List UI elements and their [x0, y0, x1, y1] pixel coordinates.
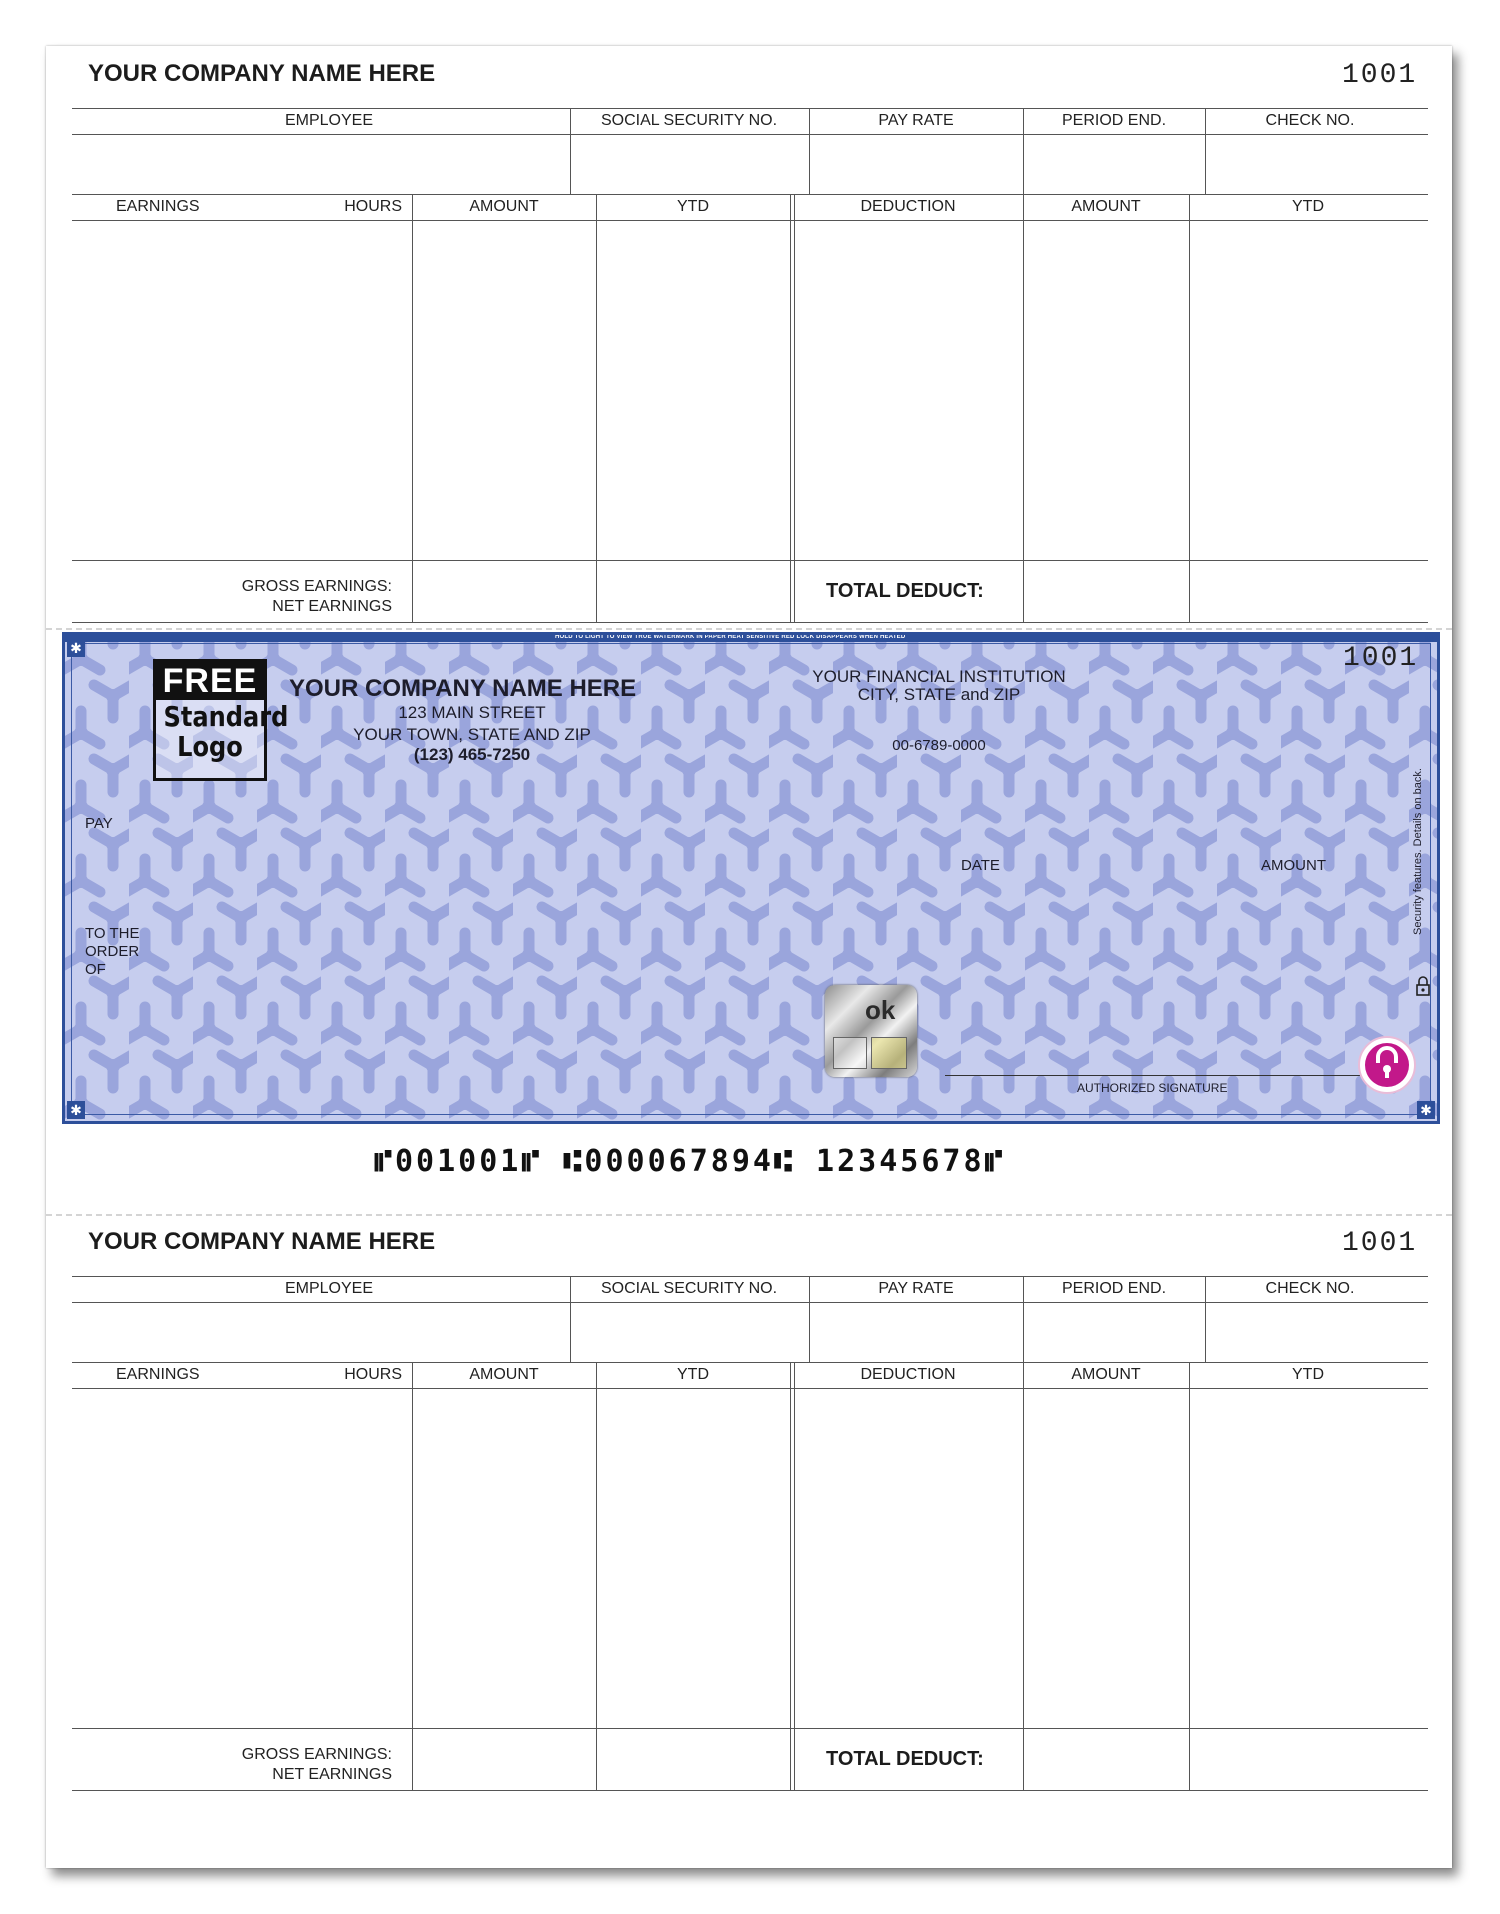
date-label: DATE: [961, 857, 1000, 874]
rule: [412, 1362, 413, 1790]
deduction-ytd-header: YTD: [1292, 1366, 1324, 1383]
stub-company-name: YOUR COMPANY NAME HERE: [88, 1228, 436, 1255]
rule: [72, 134, 1428, 135]
rule: [809, 1276, 810, 1362]
logo-free-text: FREE: [156, 662, 264, 700]
stub-company-name: YOUR COMPANY NAME HERE: [88, 60, 436, 87]
employee-header: EMPLOYEE: [284, 1280, 374, 1297]
period-end-header: PERIOD END.: [1061, 1280, 1167, 1297]
rule: [72, 1790, 1428, 1791]
rule: [790, 1362, 791, 1790]
bank-name: YOUR FINANCIAL INSTITUTION: [812, 667, 1066, 686]
company-address-2: YOUR TOWN, STATE AND ZIP: [353, 725, 591, 744]
routing-fraction: 00-6789-0000: [892, 737, 986, 754]
rule: [794, 194, 795, 622]
earnings-header: EARNINGS: [116, 198, 200, 215]
order-label-1: TO THE: [85, 925, 140, 942]
earnings-header: EARNINGS: [116, 1366, 200, 1383]
signature-line: [945, 1075, 1365, 1076]
rule: [809, 108, 810, 194]
order-label-3: OF: [85, 961, 106, 978]
rule: [794, 1362, 795, 1790]
deduction-ytd-header: YTD: [1292, 198, 1324, 215]
rule: [72, 622, 1428, 623]
hologram-cell: [833, 1037, 867, 1069]
gross-earnings-label: GROSS EARNINGS:: [241, 578, 392, 595]
rule: [1205, 1276, 1206, 1362]
payroll-check-sheet: [46, 46, 1452, 1868]
earnings-amount-header: AMOUNT: [469, 1366, 539, 1383]
rule: [596, 194, 597, 622]
rule: [1023, 1362, 1024, 1790]
rule: [72, 1276, 1428, 1277]
check-number: 1001: [1343, 643, 1419, 674]
corner-ornament-icon: ✱: [1417, 1101, 1435, 1119]
check-body: [62, 632, 1440, 1124]
rule: [72, 1302, 1428, 1303]
logo-standard-text: [163, 700, 289, 763]
rule: [1189, 194, 1190, 622]
signature-label: AUTHORIZED SIGNATURE: [1077, 1081, 1228, 1095]
hours-header: HOURS: [344, 1366, 402, 1383]
pay-rate-header: PAY RATE: [878, 1280, 954, 1297]
hologram-icon: [825, 985, 917, 1077]
deduction-header: DEDUCTION: [860, 198, 956, 215]
rule: [790, 194, 791, 622]
deduction-amount-header: AMOUNT: [1071, 198, 1141, 215]
bank-city: CITY, STATE and ZIP: [857, 685, 1021, 704]
total-deduct-label: TOTAL DEDUCT:: [826, 580, 984, 602]
company-address-1: 123 MAIN STREET: [398, 703, 546, 722]
stub-check-number: 1001: [1342, 60, 1418, 91]
corner-ornament-icon: ✱: [67, 639, 85, 657]
security-strip: [65, 635, 1437, 642]
rule: [1023, 108, 1024, 194]
mp-mark: MP: [1425, 635, 1437, 644]
order-label-2: ORDER: [85, 943, 140, 960]
amount-label: AMOUNT: [1261, 857, 1326, 874]
rule: [72, 220, 1428, 221]
check-no-header: CHECK NO.: [1265, 112, 1355, 129]
pay-label: PAY: [85, 815, 113, 832]
logo-placeholder: [153, 659, 289, 781]
ssn-header: SOCIAL SECURITY NO.: [600, 1280, 778, 1297]
rule: [72, 560, 1428, 561]
earnings-ytd-header: YTD: [677, 198, 709, 215]
rule: [570, 1276, 571, 1362]
rule: [72, 1728, 1428, 1729]
rule: [412, 194, 413, 622]
gross-earnings-label: GROSS EARNINGS:: [241, 1746, 392, 1763]
ssn-header: SOCIAL SECURITY NO.: [600, 112, 778, 129]
security-strip-text: HOLD TO LIGHT TO VIEW TRUE WATERMARK IN PAPER HEAT SENSITIVE RED LOCK DISAPPEARS WHEN HEATED: [555, 634, 906, 640]
logo-line-2: Standard: [163, 700, 289, 733]
deduction-amount-header: AMOUNT: [1071, 1366, 1141, 1383]
rule: [72, 194, 1428, 195]
pay-rate-header: PAY RATE: [878, 112, 954, 129]
rule: [1205, 108, 1206, 194]
bottom-stub: [46, 1214, 1452, 1794]
padlock-icon: [1415, 975, 1431, 997]
top-stub: [46, 46, 1452, 626]
heat-lock-icon: [1357, 1035, 1417, 1095]
rule: [72, 1362, 1428, 1363]
stub-check-number: 1001: [1342, 1228, 1418, 1259]
hologram-text: ok: [865, 995, 896, 1025]
security-note: Security features. Details on back.: [1412, 768, 1424, 935]
hologram-cell: [871, 1037, 907, 1069]
rule: [1189, 1362, 1190, 1790]
rule: [596, 1362, 597, 1790]
rule: [72, 1388, 1428, 1389]
rule: [1023, 1276, 1024, 1362]
total-deduct-label: TOTAL DEDUCT:: [826, 1748, 984, 1770]
earnings-ytd-header: YTD: [677, 1366, 709, 1383]
rule: [1023, 194, 1024, 622]
period-end-header: PERIOD END.: [1061, 112, 1167, 129]
net-earnings-label: NET EARNINGS: [272, 1766, 392, 1783]
corner-ornament-icon: ✱: [67, 1101, 85, 1119]
company-phone: (123) 465-7250: [413, 745, 531, 764]
perforation-top: [46, 628, 1452, 630]
earnings-amount-header: AMOUNT: [469, 198, 539, 215]
rule: [570, 108, 571, 194]
net-earnings-label: NET EARNINGS: [272, 598, 392, 615]
deduction-header: DEDUCTION: [860, 1366, 956, 1383]
rule: [72, 108, 1428, 109]
micr-line: ⑈001001⑈ ⑆000067894⑆ 12345678⑈: [374, 1144, 1006, 1179]
check-company-name: YOUR COMPANY NAME HERE: [289, 675, 637, 702]
hours-header: HOURS: [344, 198, 402, 215]
employee-header: EMPLOYEE: [284, 112, 374, 129]
check-no-header: CHECK NO.: [1265, 1280, 1355, 1297]
logo-line-3: Logo: [177, 730, 243, 763]
